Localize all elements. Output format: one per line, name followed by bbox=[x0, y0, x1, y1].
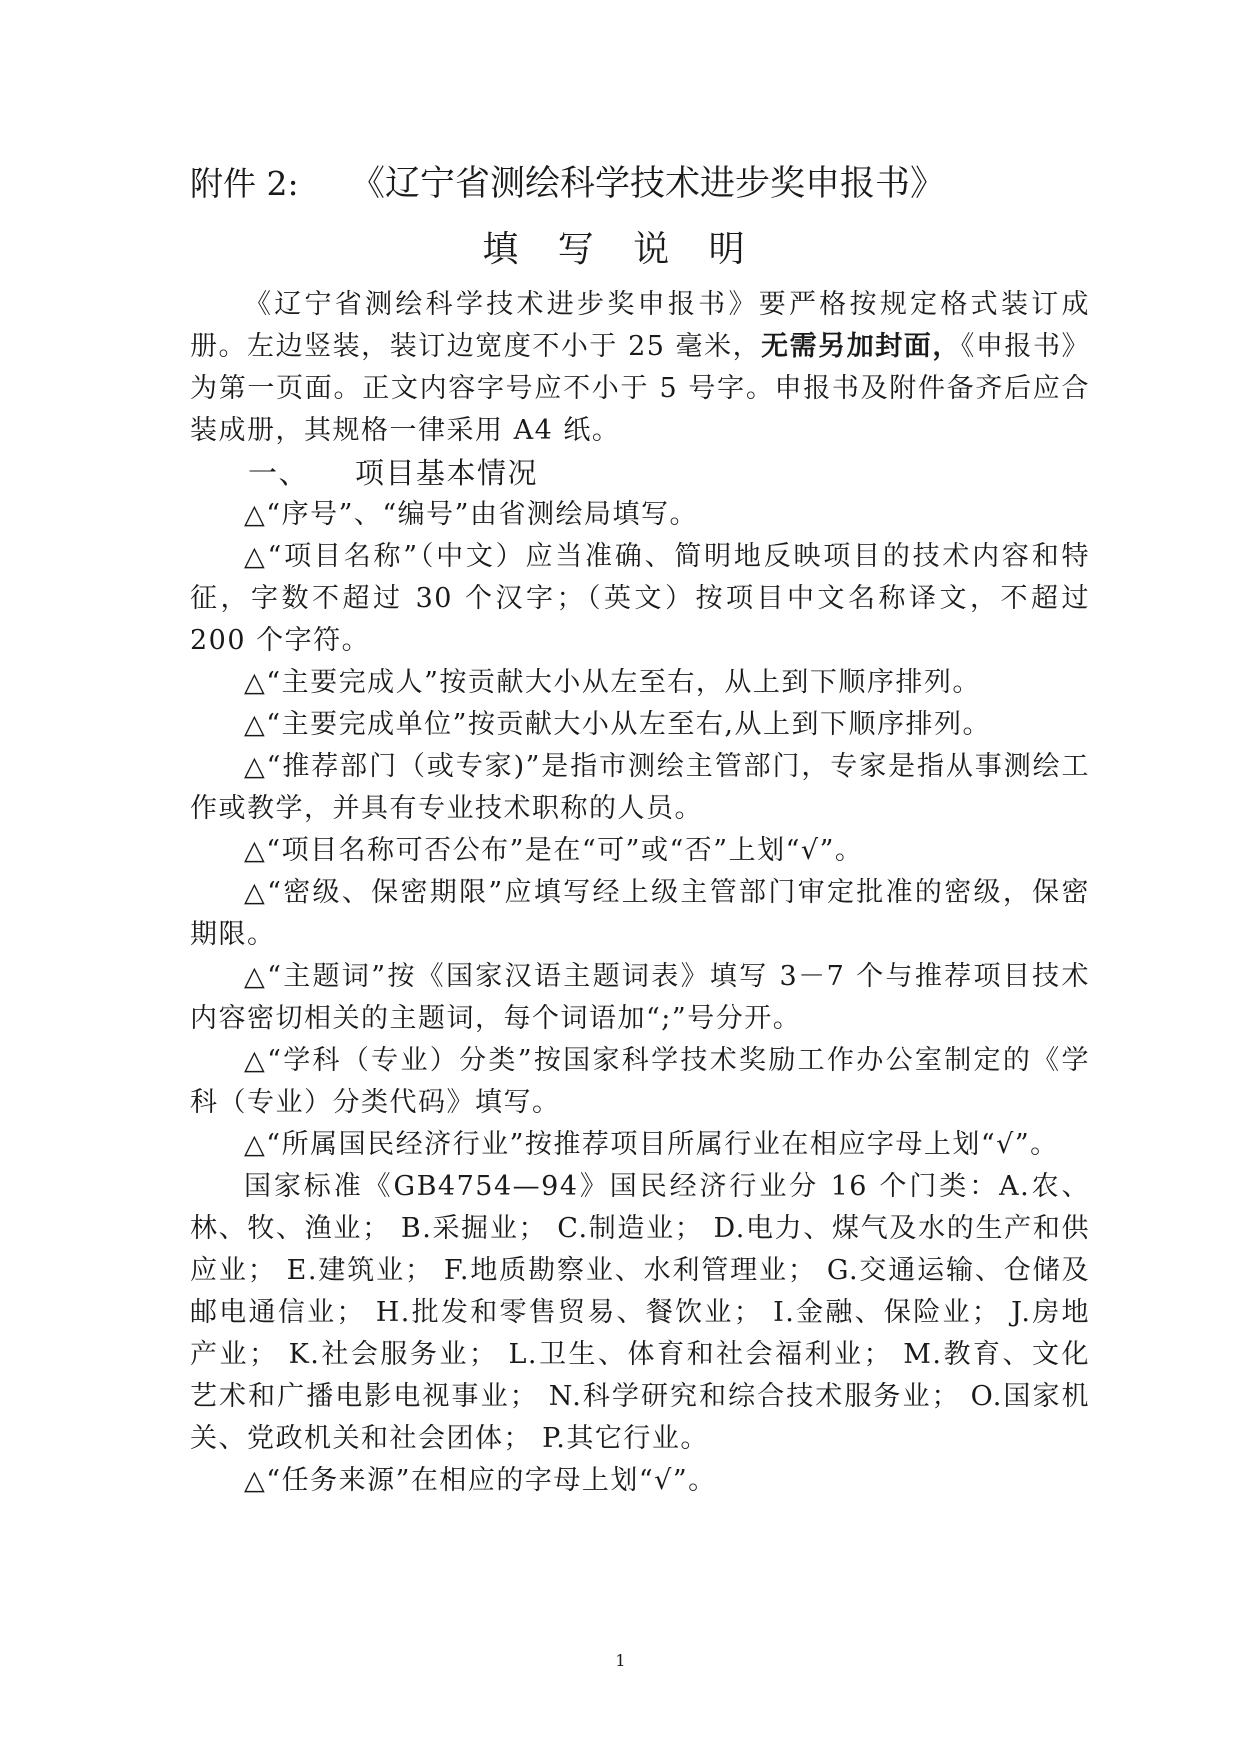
book-title: 《辽宁省测绘科学技术进步奖申报书》 bbox=[350, 164, 946, 204]
attachment-label: 附件 2: bbox=[190, 164, 299, 203]
instruction-item: △“主要完成人”按贡献大小从左至右，从上到下顺序排列。 bbox=[244, 667, 981, 698]
instruction-item: △“学科（专业）分类”按国家科学技术奖励工作办公室制定的《学科（专业）分类代码》填写。 bbox=[190, 1045, 1090, 1118]
intro-bold-text: 无需另加封面， bbox=[761, 331, 961, 362]
page-number: 1 bbox=[615, 1651, 626, 1670]
instruction-item: △“项目名称可否公布”是在“可”或“否”上划“√”。 bbox=[244, 835, 864, 866]
industry-classification-paragraph: 国家标准《GB4754—94》国民经济行业分 16 个门类：A.农、林、牧、渔业； B.采掘业； C.制造业； D.电力、煤气及水的生产和供应业； E.建筑业； F.地质勘察业、水利管理业； G.交通运输、仓储及邮电通信业； H.批发和零售贸易、餐饮业； I.金融、保险业； J.房地产业； K.社会服务业； L.卫生、体育和社会福利业； M.教育、文化艺术和广播电影电视事业； N.科学研究和综合技术服务业； O.国家机关、党政机关和社会团体； P.其它行业。 bbox=[190, 1171, 1090, 1454]
intro-paragraph bbox=[190, 284, 1090, 452]
instruction-item: △“主要完成单位”按贡献大小从左至右,从上到下顺序排列。 bbox=[244, 709, 991, 740]
instruction-item: △“序号”、“编号”由省测绘局填写。 bbox=[244, 499, 698, 530]
instruction-item: △“密级、保密期限”应填写经上级主管部门审定批准的密级，保密期限。 bbox=[190, 877, 1090, 950]
section-title: 项目基本情况 bbox=[355, 456, 539, 490]
document-body bbox=[190, 284, 1090, 1502]
intro-text-part1: 《辽宁省测绘科学技术进步奖申报书》要严格按规定格式装订成册。左边竖装，装订边宽度不小于 25 毫米， bbox=[190, 289, 1090, 362]
section-number: 一、 bbox=[248, 456, 310, 490]
instruction-item: △“任务来源”在相应的字母上划“√”。 bbox=[244, 1465, 717, 1496]
instruction-item: △“推荐部门（或专家)”是指市测绘主管部门，专家是指从事测绘工作或教学，并具有专业技术职称的人员。 bbox=[190, 751, 1090, 824]
instruction-item: △“所属国民经济行业”按推荐项目所属行业在相应字母上划“√”。 bbox=[244, 1129, 1059, 1160]
attachment-header bbox=[190, 160, 1090, 208]
intro-text-part2: 《申报书》为第一页面。正文内容字号应不小于 5 号字。申报书及附件备齐后应合装成册，其规格一律采用 A4 纸。 bbox=[190, 331, 1090, 446]
instruction-item: △“主题词”按《国家汉语主题词表》填写 3－7 个与推荐项目技术内容密切相关的主题词，每个词语加“;”号分开。 bbox=[190, 961, 1090, 1034]
instruction-item: △“项目名称”（中文）应当准确、简明地反映项目的技术内容和特征，字数不超过 30 个汉字；（英文）按项目中文名称译文，不超过 200 个字符。 bbox=[190, 541, 1090, 656]
page-title: 填 写 说 明 bbox=[482, 229, 759, 270]
section-heading bbox=[190, 452, 1090, 494]
